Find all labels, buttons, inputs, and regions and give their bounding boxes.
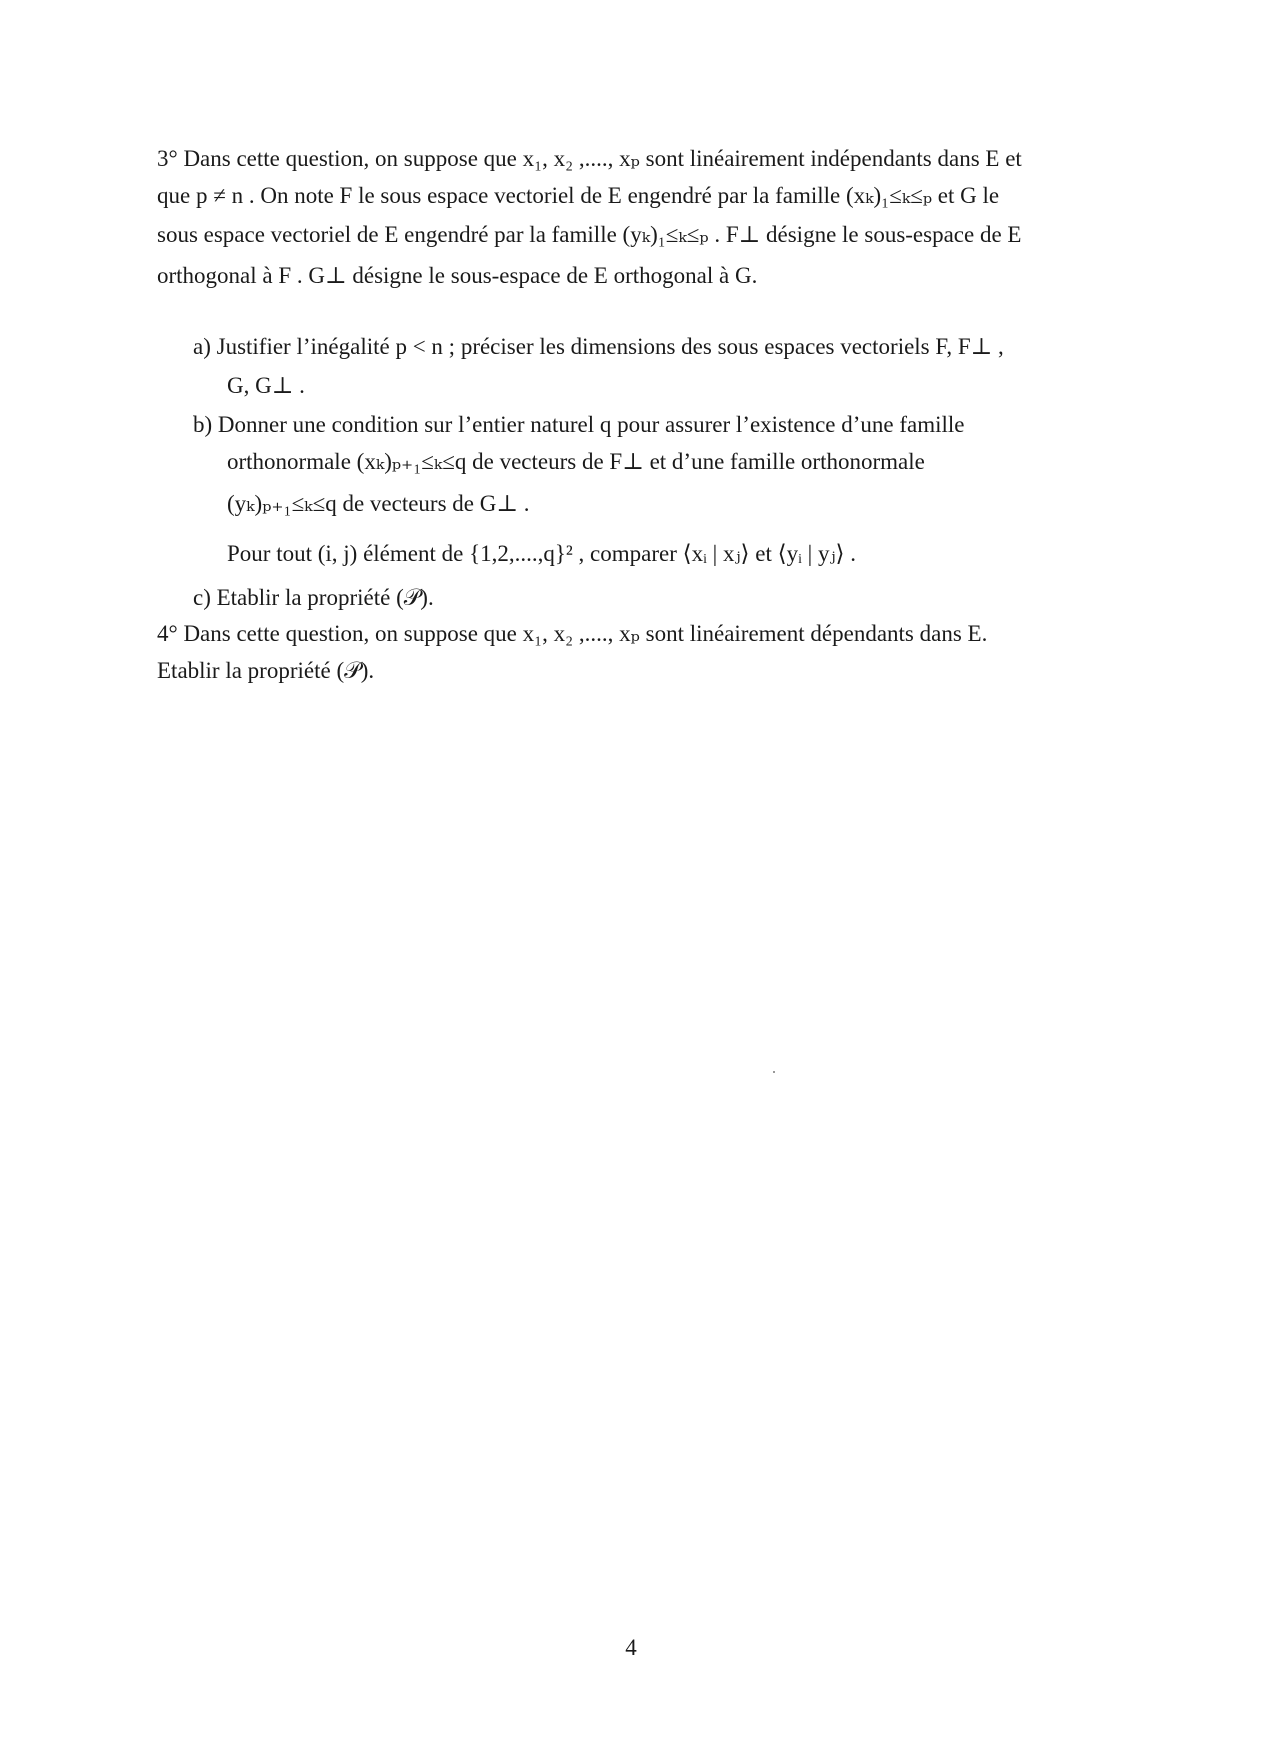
paragraph-line: 4° Dans cette question, on suppose que x₁, x₂ ,...., xₚ sont linéairement dépendants dans E. [157,621,988,646]
question-b-continuation: (yₖ)ₚ₊₁≤ₖ≤q de vecteurs de G⊥ . [227,491,530,516]
question-b-continuation: orthonormale (xₖ)ₚ₊₁≤ₖ≤q de vecteurs de F⊥ et d’une famille orthonormale [227,449,925,474]
paragraph-line: Etablir la propriété (𝒫). [157,658,375,683]
question-a-continuation: G, G⊥ . [227,373,305,398]
question-b: b) Donner une condition sur l’entier naturel q pour assurer l’existence d’une famille [193,412,965,437]
question-a: a) Justifier l’inégalité p < n ; préciser les dimensions des sous espaces vectoriels F, F⊥ , [193,334,1004,359]
question-c: c) Etablir la propriété (𝒫). [193,585,434,610]
scan-speck [773,1071,775,1073]
paragraph-line: que p ≠ n . On note F le sous espace vectoriel de E engendré par la famille (xₖ)₁≤ₖ≤ₚ et G le [157,183,1000,208]
paragraph-line: sous espace vectoriel de E engendré par la famille (yₖ)₁≤ₖ≤ₚ . F⊥ désigne le sous-espace de E [157,222,1022,247]
paragraph-line: orthogonal à F . G⊥ désigne le sous-espace de E orthogonal à G. [157,263,758,288]
paragraph-line: 3° Dans cette question, on suppose que x₁, x₂ ,...., xₚ sont linéairement indépendants dans E et [157,146,1022,171]
question-b-continuation: Pour tout (i, j) élément de {1,2,....,q}² , comparer ⟨xᵢ | xⱼ⟩ et ⟨yᵢ | yⱼ⟩ . [227,541,857,566]
page-number: 4 [625,1635,637,1660]
